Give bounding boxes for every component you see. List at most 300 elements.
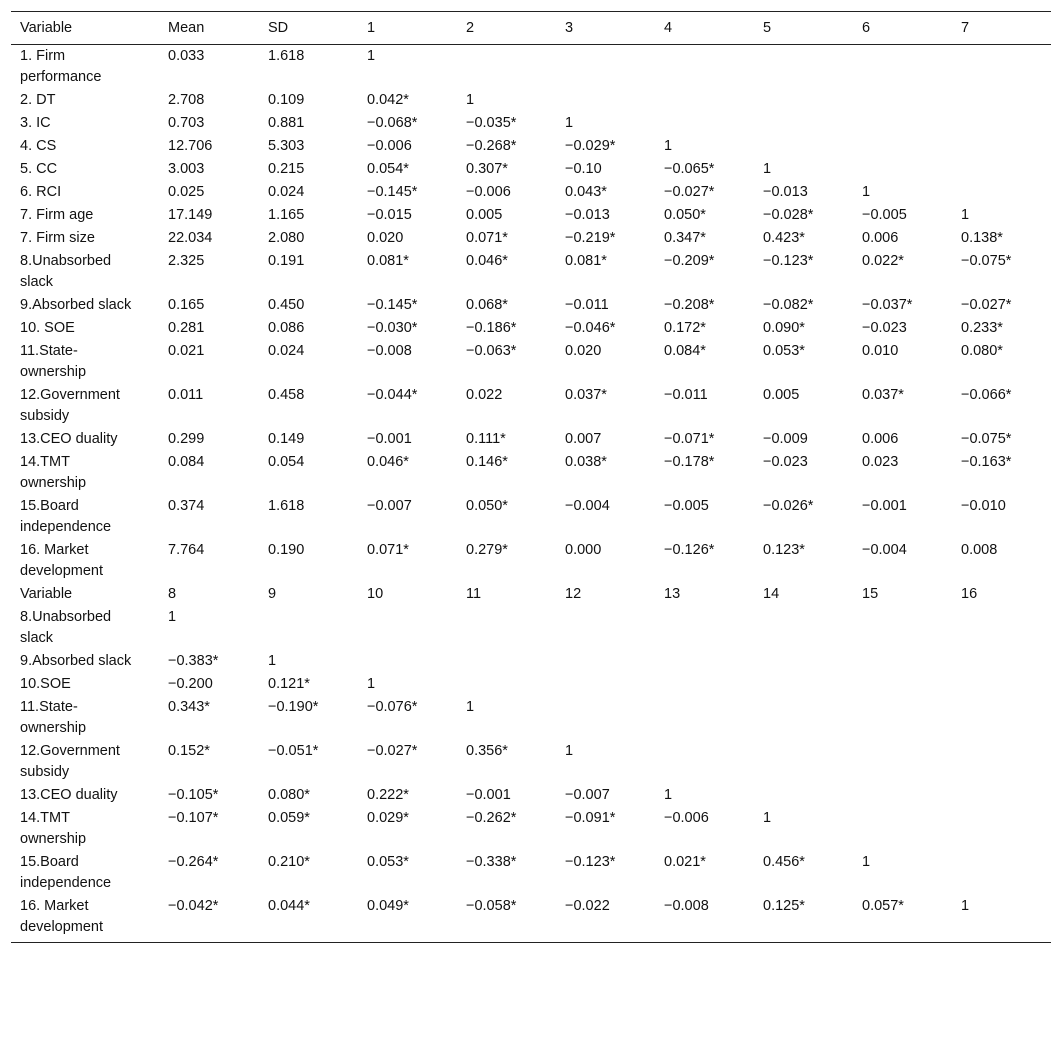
table-cell: −0.105* — [168, 787, 219, 803]
table-cell: 1 — [565, 115, 574, 131]
table-cell — [952, 696, 1051, 740]
table-cell: 0.299 — [168, 431, 205, 447]
table-cell: −0.004 — [565, 498, 610, 514]
row-label-text: 4. CS — [20, 138, 57, 154]
table-cell — [457, 650, 556, 673]
table-cell — [457, 606, 556, 650]
table-cell: 1.618 — [268, 48, 305, 64]
row-label — [11, 606, 159, 650]
row-label-text: 15.Board independence — [20, 498, 112, 535]
table-cell: 2.080 — [268, 230, 305, 246]
table-cell — [853, 807, 952, 851]
table-cell: 1 — [367, 48, 376, 64]
table-cell: 0.054 — [268, 454, 305, 470]
table-cell: 0.010 — [862, 343, 899, 359]
table-cell: 0.086 — [268, 320, 305, 336]
table-cell: −0.262* — [466, 810, 517, 826]
table-cell — [853, 112, 952, 135]
table-cell: 0.022* — [862, 253, 904, 269]
table-cell — [952, 784, 1051, 807]
table-cell — [655, 650, 754, 673]
table-cell: 0.037* — [565, 387, 607, 403]
row-label-text: 10.SOE — [20, 676, 71, 692]
table-cell: 16 — [961, 586, 978, 602]
table-cell: 0.152* — [168, 743, 210, 759]
row-label-text: 3. IC — [20, 115, 51, 131]
table-cell: −0.001 — [466, 787, 511, 803]
row-label — [11, 539, 159, 583]
table-cell: −0.107* — [168, 810, 219, 826]
row-label — [11, 428, 159, 451]
row-label-text: 15.Board independence — [20, 854, 112, 891]
table-cell — [556, 89, 655, 112]
table-cell — [853, 606, 952, 650]
table-cell: 0.210* — [268, 854, 310, 870]
table-cell: −0.044* — [367, 387, 418, 403]
table-cell: 0.279* — [466, 542, 508, 558]
table-cell: 0.423* — [763, 230, 805, 246]
table-row — [11, 784, 1051, 807]
table-cell: −0.037* — [862, 297, 913, 313]
table-cell: 0.081* — [367, 253, 409, 269]
row-label-text: 2. DT — [20, 92, 56, 108]
table-row — [11, 851, 1051, 895]
table-cell: 0.033 — [168, 48, 205, 64]
table-cell: −0.015 — [367, 207, 412, 223]
table-cell — [754, 606, 853, 650]
table-cell: −0.013 — [565, 207, 610, 223]
table-cell: 0.029* — [367, 810, 409, 826]
table-cell: 0.050* — [466, 498, 508, 514]
table-cell — [655, 606, 754, 650]
table-cell: −0.029* — [565, 138, 616, 154]
table-cell: −0.011 — [664, 387, 708, 403]
row-label — [11, 340, 159, 384]
table-cell — [754, 112, 853, 135]
table-cell: −0.042* — [168, 898, 219, 914]
table-cell: −0.065* — [664, 161, 715, 177]
table-cell — [457, 673, 556, 696]
row-label — [11, 204, 159, 227]
row-label-text: 9.Absorbed slack — [20, 297, 132, 313]
table-row — [11, 740, 1051, 784]
table-cell: 0.050* — [664, 207, 706, 223]
table-cell: 0.037* — [862, 387, 904, 403]
table-cell: −0.219* — [565, 230, 616, 246]
table-cell: −0.004 — [862, 542, 907, 558]
table-cell — [853, 135, 952, 158]
table-cell: 0.191 — [268, 253, 305, 269]
table-cell: 0.071* — [367, 542, 409, 558]
table-cell: 0.146* — [466, 454, 508, 470]
table-row — [11, 673, 1051, 696]
table-cell — [952, 181, 1051, 204]
table-cell — [754, 135, 853, 158]
table-cell: −0.005 — [862, 207, 907, 223]
column-header: 3 — [565, 20, 574, 36]
table-cell: −0.005 — [664, 498, 709, 514]
row-label-text: 9.Absorbed slack — [20, 653, 132, 669]
table-cell: −0.027* — [664, 184, 715, 200]
table-cell: −0.011 — [565, 297, 609, 313]
column-header: 2 — [466, 20, 475, 36]
table-cell: 0.233* — [961, 320, 1003, 336]
row-label — [11, 495, 159, 539]
table-cell: 17.149 — [168, 207, 213, 223]
table-cell: −0.091* — [565, 810, 616, 826]
table-cell: −0.035* — [466, 115, 517, 131]
table-cell: −0.123* — [763, 253, 814, 269]
table-row — [11, 158, 1051, 181]
table-cell: 0.025 — [168, 184, 205, 200]
table-cell: 0.007 — [565, 431, 602, 447]
table-row — [11, 250, 1051, 294]
table-cell: 0.111* — [466, 431, 506, 447]
table-cell — [754, 740, 853, 784]
table-cell: −0.008 — [664, 898, 709, 914]
table-cell: 0.080* — [961, 343, 1003, 359]
table-cell: −0.145* — [367, 297, 418, 313]
table-cell — [952, 807, 1051, 851]
table-cell — [853, 740, 952, 784]
row-label — [11, 895, 159, 942]
table-cell: 1.165 — [268, 207, 305, 223]
table-cell: −0.075* — [961, 431, 1012, 447]
table-cell: 1 — [168, 609, 177, 625]
table-cell: 1 — [763, 810, 772, 826]
table-cell: 11 — [466, 586, 482, 602]
table-cell — [655, 740, 754, 784]
table-cell: 0.054* — [367, 161, 409, 177]
table-row — [11, 428, 1051, 451]
table-cell: −0.046* — [565, 320, 616, 336]
table-cell: 0.059* — [268, 810, 310, 826]
table-cell — [853, 45, 952, 90]
table-cell — [952, 45, 1051, 90]
table-cell: 0.456* — [763, 854, 805, 870]
table-cell — [556, 606, 655, 650]
table-cell: 1 — [466, 699, 475, 715]
table-row — [11, 384, 1051, 428]
table-cell — [952, 673, 1051, 696]
table-cell: 1.618 — [268, 498, 305, 514]
column-header: Mean — [168, 20, 205, 36]
bottom-rule — [11, 942, 1051, 943]
table-cell: −0.009 — [763, 431, 808, 447]
table-row — [11, 495, 1051, 539]
table-cell — [952, 112, 1051, 135]
table-cell: −0.163* — [961, 454, 1012, 470]
table-cell: 2.325 — [168, 253, 205, 269]
table-cell — [556, 696, 655, 740]
table-cell: 1 — [466, 92, 475, 108]
table-cell — [853, 673, 952, 696]
table-cell: 0.042* — [367, 92, 409, 108]
table-cell: −0.208* — [664, 297, 715, 313]
subheader-row — [11, 583, 1051, 606]
row-label-text: 12.Government subsidy — [20, 387, 120, 424]
table-cell: 1 — [664, 138, 673, 154]
table-cell: 0.109 — [268, 92, 305, 108]
table-row — [11, 895, 1051, 942]
table-cell: 1 — [763, 161, 772, 177]
table-cell — [952, 740, 1051, 784]
table-cell — [655, 45, 754, 90]
table-cell: 2.708 — [168, 92, 205, 108]
row-label — [11, 158, 159, 181]
table-cell: 1 — [664, 787, 673, 803]
table-cell — [655, 696, 754, 740]
row-label-text: 14.TMT ownership — [20, 454, 87, 491]
table-cell — [853, 158, 952, 181]
table-row — [11, 451, 1051, 495]
row-label-text: 7. Firm size — [20, 230, 95, 246]
table-cell: 0.005 — [763, 387, 800, 403]
table-cell: −0.076* — [367, 699, 418, 715]
table-cell: −0.051* — [268, 743, 319, 759]
table-cell — [952, 158, 1051, 181]
row-label-text: 1. Firm performance — [20, 48, 102, 85]
table-cell: 0.080* — [268, 787, 310, 803]
table-cell: −0.007 — [565, 787, 610, 803]
row-label — [11, 583, 159, 606]
table-cell — [754, 673, 853, 696]
table-cell: −0.013 — [763, 184, 808, 200]
table-cell: 0.281 — [168, 320, 205, 336]
table-cell: 0.215 — [268, 161, 305, 177]
row-label-text: 13.CEO duality — [20, 787, 118, 803]
table-cell: 1 — [862, 854, 871, 870]
table-cell — [952, 89, 1051, 112]
table-cell: −0.123* — [565, 854, 616, 870]
header-row — [11, 12, 1051, 45]
table-cell: −0.075* — [961, 253, 1012, 269]
table-cell — [952, 606, 1051, 650]
table-cell: 0.024 — [268, 184, 305, 200]
table-cell: 0.374 — [168, 498, 205, 514]
row-label — [11, 317, 159, 340]
table-cell: 0.023 — [862, 454, 899, 470]
table-cell: 0.121* — [268, 676, 310, 692]
row-label — [11, 650, 159, 673]
table-cell: 0.038* — [565, 454, 607, 470]
table-cell: 0.123* — [763, 542, 805, 558]
table-cell: −0.006 — [367, 138, 412, 154]
table-cell: 14 — [763, 586, 780, 602]
table-cell: 0.005 — [466, 207, 503, 223]
table-cell: 10 — [367, 586, 384, 602]
table-cell: 0.053* — [763, 343, 805, 359]
table-row — [11, 539, 1051, 583]
column-header: 4 — [664, 20, 673, 36]
table-cell — [655, 112, 754, 135]
table-cell: 0.020 — [367, 230, 404, 246]
table-cell: 0.053* — [367, 854, 409, 870]
table-cell: −0.068* — [367, 115, 418, 131]
table-cell: 0.222* — [367, 787, 409, 803]
row-label — [11, 807, 159, 851]
table-cell: 1 — [961, 898, 970, 914]
table-cell — [853, 784, 952, 807]
table-cell: 0.450 — [268, 297, 305, 313]
row-label-text: 11.State-ownership — [20, 343, 87, 380]
table-cell: −0.264* — [168, 854, 219, 870]
table-cell: 0.021* — [664, 854, 706, 870]
table-cell — [358, 650, 457, 673]
table-cell: 0.022 — [466, 387, 503, 403]
table-cell: 0.172* — [664, 320, 706, 336]
table-row — [11, 45, 1051, 90]
row-label — [11, 45, 159, 90]
table-row — [11, 135, 1051, 158]
table-cell: −0.383* — [168, 653, 219, 669]
column-header: 7 — [961, 20, 970, 36]
table-cell: 0.000 — [565, 542, 602, 558]
table-cell: −0.209* — [664, 253, 715, 269]
table-row — [11, 204, 1051, 227]
table-cell: −0.190* — [268, 699, 319, 715]
table-cell: 0.347* — [664, 230, 706, 246]
table-cell: 0.043* — [565, 184, 607, 200]
table-cell — [853, 696, 952, 740]
table-cell: 0.044* — [268, 898, 310, 914]
table-row — [11, 696, 1051, 740]
table-cell: 13 — [664, 586, 681, 602]
table-cell — [556, 673, 655, 696]
table-cell — [952, 851, 1051, 895]
correlation-table — [11, 11, 1051, 942]
table-cell: −0.178* — [664, 454, 715, 470]
table-cell: 0.024 — [268, 343, 305, 359]
table-cell: 1 — [565, 743, 574, 759]
table-cell — [853, 89, 952, 112]
table-cell: 0.071* — [466, 230, 508, 246]
table-cell: 0.165 — [168, 297, 205, 313]
table-cell — [754, 650, 853, 673]
table-cell: 0.703 — [168, 115, 205, 131]
table-cell: 0.020 — [565, 343, 602, 359]
table-row — [11, 294, 1051, 317]
table-cell: −0.071* — [664, 431, 715, 447]
correlation-table-container — [11, 11, 1051, 943]
row-label — [11, 227, 159, 250]
column-header: SD — [268, 20, 289, 36]
row-label-text: 8.Unabsorbed slack — [20, 609, 112, 646]
table-cell: −0.186* — [466, 320, 517, 336]
table-cell — [754, 45, 853, 90]
column-header: 5 — [763, 20, 772, 36]
table-cell: −0.058* — [466, 898, 517, 914]
table-row — [11, 181, 1051, 204]
row-label-text: 13.CEO duality — [20, 431, 118, 447]
table-cell: 0.138* — [961, 230, 1003, 246]
table-cell: −0.007 — [367, 498, 412, 514]
table-cell — [358, 606, 457, 650]
table-cell: −0.030* — [367, 320, 418, 336]
table-cell: −0.027* — [961, 297, 1012, 313]
row-label-text: 12.Government subsidy — [20, 743, 120, 780]
table-cell: −0.001 — [862, 498, 907, 514]
table-cell: −0.200 — [168, 676, 213, 692]
table-row — [11, 89, 1051, 112]
table-row — [11, 807, 1051, 851]
table-cell: 3.003 — [168, 161, 205, 177]
table-cell: 0.084* — [664, 343, 706, 359]
table-cell: 0.068* — [466, 297, 508, 313]
table-cell: −0.145* — [367, 184, 418, 200]
table-cell: 0.006 — [862, 230, 899, 246]
table-cell: 7.764 — [168, 542, 205, 558]
table-header — [11, 12, 1051, 45]
row-label — [11, 740, 159, 784]
table-row — [11, 340, 1051, 384]
table-row — [11, 227, 1051, 250]
table-cell — [952, 650, 1051, 673]
table-cell — [655, 673, 754, 696]
table-cell — [655, 89, 754, 112]
table-cell: 0.149 — [268, 431, 305, 447]
table-row — [11, 112, 1051, 135]
row-label — [11, 784, 159, 807]
table-cell — [754, 89, 853, 112]
table-cell: −0.026* — [763, 498, 814, 514]
table-cell: 0.081* — [565, 253, 607, 269]
table-cell: −0.006 — [466, 184, 511, 200]
row-label-text: 5. CC — [20, 161, 58, 177]
table-cell: −0.126* — [664, 542, 715, 558]
table-cell: 0.090* — [763, 320, 805, 336]
table-cell: 1 — [961, 207, 970, 223]
table-cell: −0.082* — [763, 297, 814, 313]
table-cell: 0.006 — [862, 431, 899, 447]
table-row — [11, 650, 1051, 673]
row-label — [11, 135, 159, 158]
table-cell: 8 — [168, 586, 177, 602]
table-cell: −0.001 — [367, 431, 412, 447]
table-cell — [457, 45, 556, 90]
table-cell: 0.343* — [168, 699, 210, 715]
table-cell — [754, 696, 853, 740]
table-row — [11, 606, 1051, 650]
table-cell: 1 — [367, 676, 376, 692]
row-label — [11, 384, 159, 428]
row-label — [11, 294, 159, 317]
row-label-text: Variable — [20, 586, 73, 602]
table-cell: 0.190 — [268, 542, 305, 558]
row-label-text: 14.TMT ownership — [20, 810, 87, 847]
column-header: 1 — [367, 20, 376, 36]
table-cell — [754, 784, 853, 807]
row-label — [11, 250, 159, 294]
table-cell: 0.356* — [466, 743, 508, 759]
table-cell: 12 — [565, 586, 582, 602]
row-label — [11, 696, 159, 740]
table-cell: 0.008 — [961, 542, 998, 558]
table-cell: 0.125* — [763, 898, 805, 914]
table-cell: 0.046* — [466, 253, 508, 269]
table-cell: 0.881 — [268, 115, 305, 131]
table-cell: 12.706 — [168, 138, 213, 154]
table-cell: −0.028* — [763, 207, 814, 223]
row-label-text: 16. Market development — [20, 898, 104, 935]
column-header-variable: Variable — [20, 20, 73, 36]
table-cell: −0.066* — [961, 387, 1012, 403]
row-label — [11, 851, 159, 895]
table-cell: 0.057* — [862, 898, 904, 914]
table-cell: 0.021 — [168, 343, 205, 359]
table-cell: 15 — [862, 586, 879, 602]
table-cell: −0.027* — [367, 743, 418, 759]
